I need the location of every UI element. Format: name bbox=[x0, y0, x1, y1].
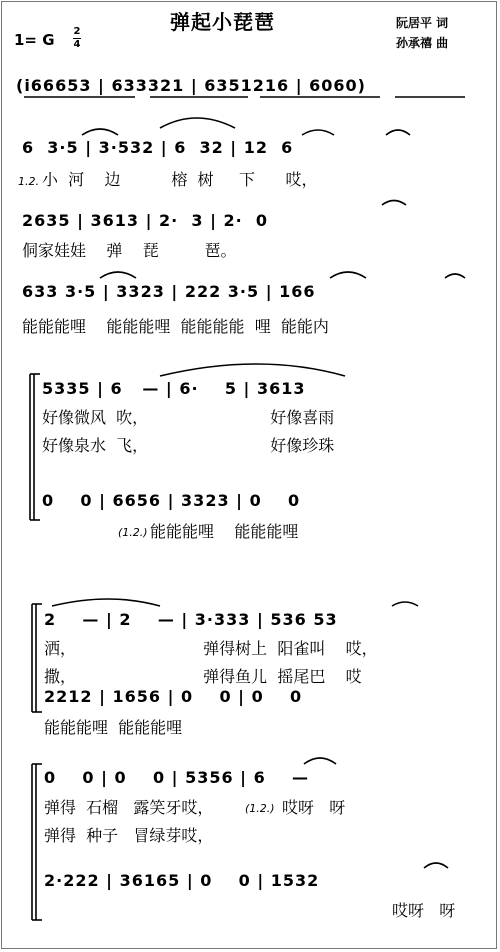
time-signature-top: 2 bbox=[73, 26, 81, 37]
verse-lyrics-line-1: 小 河 边 榕 树 下 哎， bbox=[42, 170, 318, 189]
song-title: 弹起小琵琶 bbox=[170, 10, 275, 34]
voice2-lyrics-sys2: 能能能哩 能能能哩 bbox=[44, 718, 183, 737]
time-signature-bottom: 4 bbox=[73, 39, 81, 50]
voice2-notes-sys1: 0 0 | 6656 | 3323 | 0 0 bbox=[42, 491, 301, 510]
composer-credit: 孙承禧 曲 bbox=[396, 36, 449, 50]
voice1-lyrics-1b-sys3: 哎呀 呀 bbox=[282, 798, 346, 817]
verse-lyrics-line-3: 能能能哩 能能能哩 能能能能 哩 能能内 bbox=[22, 317, 329, 336]
voice2-lyrics-sys1: 能能能哩 能能能哩 bbox=[150, 522, 299, 541]
voice1-lyrics-2-sys2: 撒， 弹得鱼儿 摇尾巴 哎 bbox=[44, 667, 362, 686]
verse-lyrics-line-2: 侗家娃娃 弹 琵 琶。 bbox=[22, 241, 237, 260]
repeat-mark: 1.2. bbox=[18, 175, 39, 188]
voice1-notes-sys2: 2 — | 2 — | 3·333 | 536 53 bbox=[44, 610, 338, 629]
voice1-notes-sys3: 0 0 | 0 0 | 5356 | 6 — bbox=[44, 768, 309, 787]
voice1-lyrics-1-sys1: 好像微风 吹， 好像喜雨 bbox=[42, 408, 335, 427]
voice1-lyrics-2-sys3: 弹得 种子 冒绿芽哎， bbox=[44, 826, 214, 845]
voice1-lyrics-2-sys1: 好像泉水 飞， 好像珍珠 bbox=[42, 436, 335, 455]
voice1-lyrics-1-sys3: 弹得 石榴 露笑牙哎， bbox=[44, 798, 214, 817]
verse-notes-line-1: 6 3·5 | 3·532 | 6 32 | 12 6 bbox=[22, 138, 294, 157]
voice1-repeat-mark: (1.2.) bbox=[245, 802, 275, 815]
voice2-notes-sys2: 2212 | 1656 | 0 0 | 0 0 bbox=[44, 687, 303, 706]
key-signature: 1= G bbox=[14, 31, 55, 49]
verse-notes-line-3: 633 3·5 | 3323 | 222 3·5 | 166 bbox=[22, 282, 316, 301]
voice2-lyrics-sys3: 哎呀 呀 bbox=[392, 901, 456, 920]
voice1-lyrics-1-sys2: 洒， 弹得树上 阳雀叫 哎， bbox=[44, 639, 378, 658]
voice2-repeat-mark: (1.2.) bbox=[118, 526, 148, 539]
lyricist-credit: 阮居平 词 bbox=[396, 16, 449, 30]
voice1-notes-sys1: 5335 | 6 — | 6· 5 | 3613 bbox=[42, 379, 306, 398]
intro-notes: (i66653 | 633321 | 6351216 | 6060) bbox=[16, 76, 366, 95]
verse-notes-line-2: 2635 | 3613 | 2· 3 | 2· 0 bbox=[22, 211, 268, 230]
voice2-notes-sys3: 2·222 | 36165 | 0 0 | 1532 bbox=[44, 871, 320, 890]
